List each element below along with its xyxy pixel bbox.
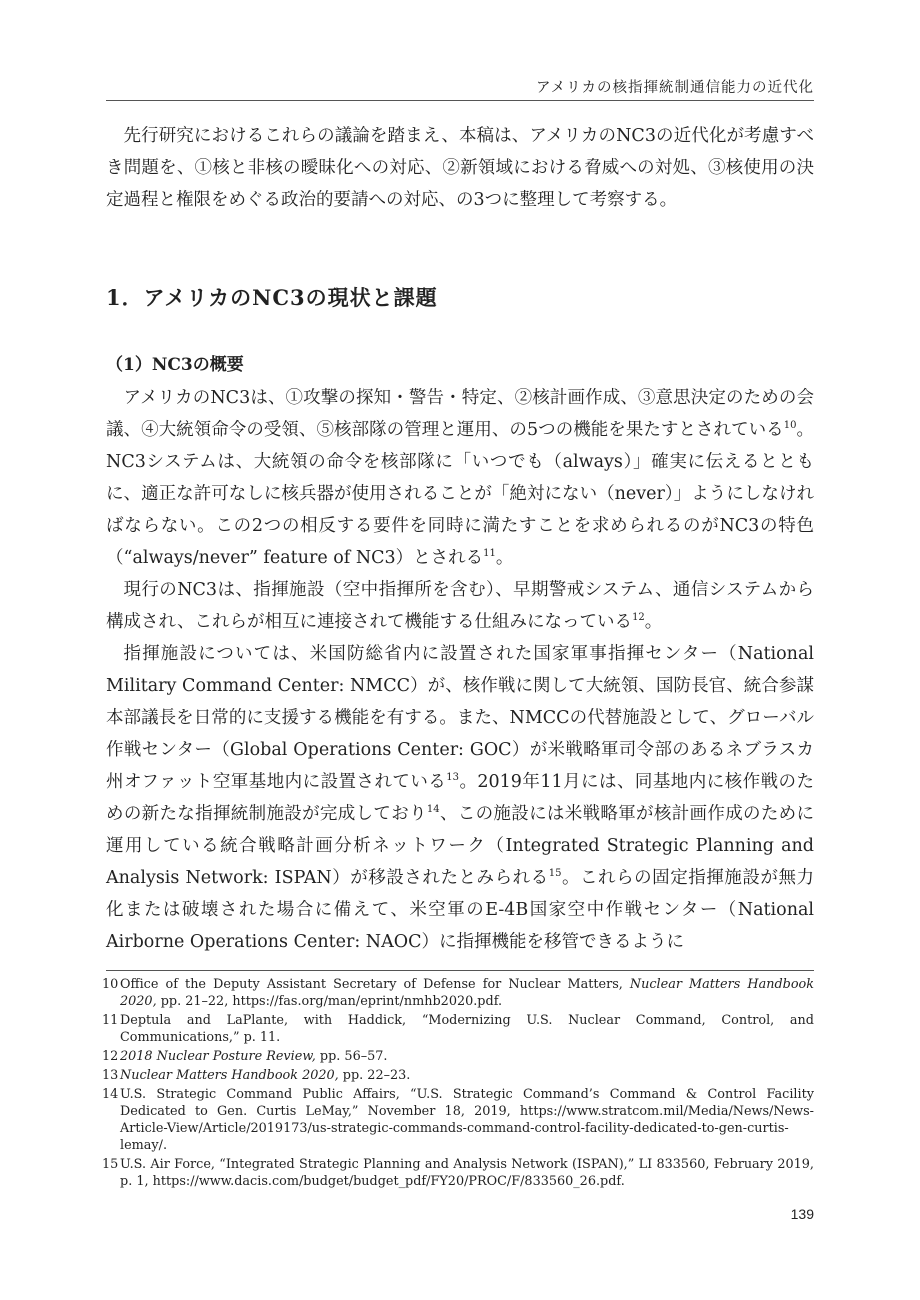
footnote-number: 14 — [102, 1087, 119, 1102]
footnote-ref-14: 14 — [426, 804, 440, 815]
footnote-text: U.S. Strategic Command Public Affairs, “U.S. Strategic Command’s Command & Control Facility Dedicated to Gen. Curtis LeMay,” November 18, 2019, https://www.stratcom.mil/Media/News/News-Article-View/Article/2019173/us-strategic-commands-command-control-facility-dedicated-to-gen-curtis-lemay/. — [120, 1087, 814, 1153]
footnote-ref-10: 10 — [783, 420, 797, 431]
footnote-title: Nuclear Matters Handbook 2020, — [120, 1068, 339, 1083]
footnotes — [102, 976, 814, 1190]
header-rule — [106, 100, 814, 101]
footnote-number: 10 — [102, 977, 119, 992]
paragraph-nc3-functions — [106, 382, 814, 574]
footnote-number: 11 — [102, 1013, 119, 1028]
footnote-number: 12 — [102, 1049, 119, 1064]
footnote-text: U.S. Air Force, “Integrated Strategic Planning and Analysis Network (ISPAN),” LI 833560, February 2019, p. 1, https://www.dacis.com/budget/budget_pdf/FY20/PROC/F/833560_26.pdf. — [120, 1157, 814, 1189]
paragraph-command-facilities — [106, 638, 814, 958]
text-run: 指揮施設については、米国防総省内に設置された国家軍事指揮センター（National Military Command Center: NMCC）が、核作戦に関して大統領、国防長官、統合参謀本部議長を日常的に支援する機能を有する。また、NMCCの代替施設として、グローバル作戦センター（Global Operations Center: GOC）が米戦略軍司令部のあるネブラスカ州オファット空軍基地内に設置されている — [106, 644, 814, 792]
footnote-text: pp. 56–57. — [315, 1049, 388, 1064]
section-body — [106, 382, 814, 958]
text-run: 。NC3システムは、大統領の命令を核部隊に「いつでも（always）」確実に伝えるとともに、適正な許可なしに核兵器が使用されることが「絶対にない（never）」ようにしなければならない。この2つの相反する要件を同時に満たすことを求められるのがNC3の特色（“always/never” feature of NC3）とされる — [106, 420, 814, 568]
section-heading: 1．アメリカのNC3の現状と課題 — [106, 285, 438, 310]
footnote-15 — [102, 1156, 814, 1190]
intro-section — [106, 120, 814, 216]
footnote-12 — [102, 1048, 814, 1065]
footnote-title: 2018 Nuclear Posture Review, — [120, 1049, 316, 1064]
footnote-number: 15 — [102, 1157, 119, 1172]
footnote-text: pp. 21–22, https://fas.org/man/eprint/nmhb2020.pdf. — [156, 994, 503, 1009]
footnote-ref-15: 15 — [548, 868, 562, 879]
paragraph-nc3-components — [106, 574, 814, 638]
running-head: アメリカの核指揮統制通信能力の近代化 — [536, 80, 814, 96]
footnote-10 — [102, 976, 814, 1010]
text-run: 。2019年11月には、同基地内に核作戦のための新たな指揮統制施設が完成しており — [106, 772, 814, 824]
footnote-text: pp. 22–23. — [338, 1068, 411, 1083]
text-run: 。これらの固定指揮施設が無力化または破壊された場合に備えて、米空軍のE-4B国家空中作戦センター（National Airborne Operations Center: NAOC）に指揮機能を移管できるように — [106, 868, 814, 952]
footnote-13 — [102, 1067, 814, 1084]
footnote-ref-11: 11 — [483, 548, 496, 559]
footnote-text: Deptula and LaPlante, with Haddick, “Modernizing U.S. Nuclear Command, Control, and Communications,” p. 11. — [120, 1013, 814, 1045]
footnote-title: Nuclear Matters Handbook 2020, — [120, 977, 814, 1009]
text-run: 。 — [495, 548, 514, 568]
footnote-14 — [102, 1086, 814, 1154]
text-run: アメリカのNC3は、①攻撃の探知・警告・特定、②核計画作成、③意思決定のための会議、④大統領命令の受領、⑤核部隊の管理と運用、の5つの機能を果たすとされている — [106, 388, 814, 440]
page-number: 139 — [790, 1206, 814, 1222]
footnote-number: 13 — [102, 1068, 119, 1083]
text-run: 現行のNC3は、指揮施設（空中指揮所を含む）、早期警戒システム、通信システムから構成され、これらが相互に連接されて機能する仕組みになっている — [106, 580, 814, 632]
intro-paragraph: 先行研究におけるこれらの議論を踏まえ、本稿は、アメリカのNC3の近代化が考慮すべき問題を、①核と非核の曖昧化への対応、②新領域における脅威への対処、③核使用の決定過程と権限をめぐる政治的要請への対応、の3つに整理して考察する。 — [106, 126, 814, 210]
footnote-rule — [106, 970, 814, 971]
footnote-ref-13: 13 — [446, 772, 459, 783]
footnote-11 — [102, 1012, 814, 1046]
footnote-ref-12: 12 — [632, 612, 645, 623]
subsection-heading: （1）NC3の概要 — [106, 355, 244, 375]
footnote-text: Office of the Deputy Assistant Secretary of Defense for Nuclear Matters, — [120, 977, 630, 992]
text-run: 、この施設には米戦略軍が核計画作成のために運用している統合戦略計画分析ネットワーク（Integrated Strategic Planning and Analysis Network: ISPAN）が移設されたとみられる — [106, 804, 814, 888]
text-run: 。 — [644, 612, 663, 632]
